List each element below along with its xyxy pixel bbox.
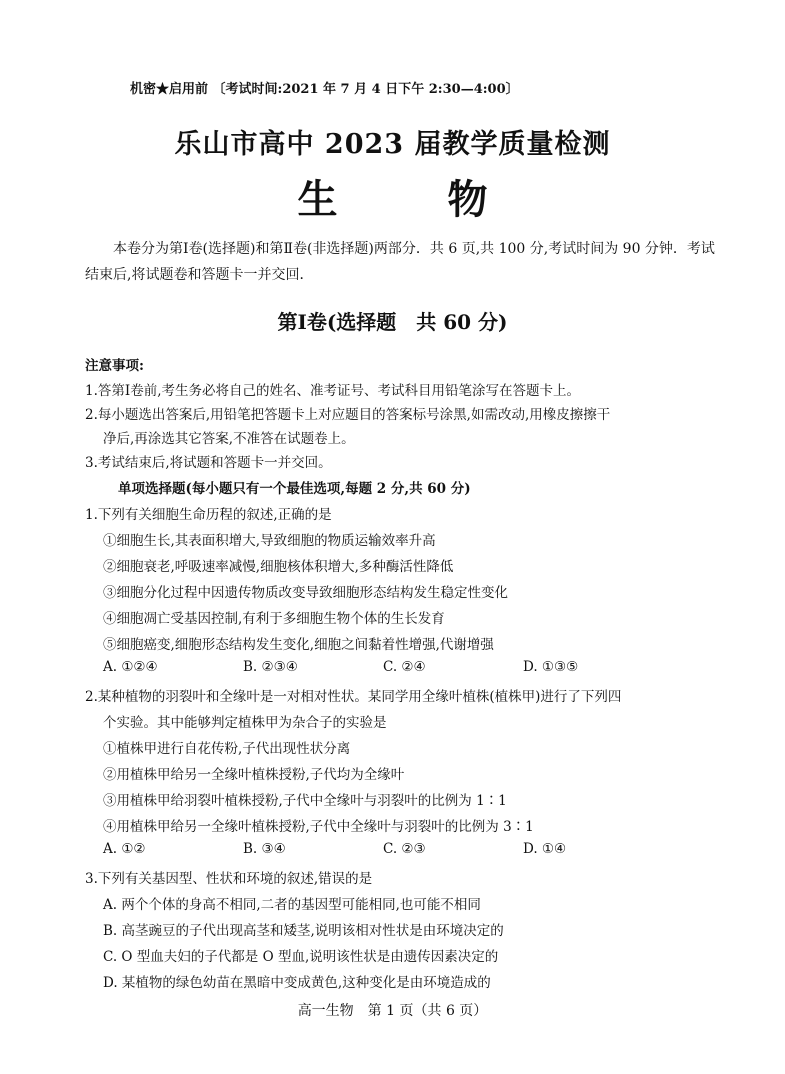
choice-section-heading: 单项选择题(每小题只有一个最佳选项,每题 2 分,共 60 分) [118,481,471,497]
exam-intro: 本卷分为第Ⅰ卷(选择题)和第Ⅱ卷(非选择题)两部分．共 6 页,共 100 分,考试时间为 90 分钟．考试结束后,将试题卷和答题卡一并交回． [85,241,715,283]
question-1-statement: ③细胞分化过程中因遗传物质改变导致细胞形态结构发生稳定性变化 [103,585,508,601]
notice-item: 2.每小题选出答案后,用铅笔把答题卡上对应题目的答案标号涂黑,如需改动,用橡皮擦擦干 [85,407,611,423]
question-2-option-b: B. ③④ [243,841,286,857]
question-1-stem: 1.下列有关细胞生命历程的叙述,正确的是 [85,507,332,523]
question-1-option-c: C. ②④ [383,659,426,675]
question-1-option-a: A. ①②④ [103,659,158,675]
question-2-stem-continued: 个实验。其中能够判定植株甲为杂合子的实验是 [103,715,387,731]
question-3-option-a: A. 两个个体的身高不相同,二者的基因型可能相同,也可能不相同 [103,897,481,913]
section-title: 第Ⅰ卷(选择题 共 60 分) [277,310,508,334]
question-2-statement: ④用植株甲给另一全缘叶植株授粉,子代中全缘叶与羽裂叶的比例为 3∶1 [103,819,534,835]
question-1-statement: ④细胞凋亡受基因控制,有利于多细胞生物个体的生长发育 [103,611,445,627]
question-1-option-d: D. ①③⑤ [523,659,579,675]
notice-item: 1.答第Ⅰ卷前,考生务必将自己的姓名、准考证号、考试科目用铅笔涂写在答题卡上。 [85,383,581,399]
question-3-option-c: C. O 型血夫妇的子代都是 O 型血,说明该性状是由遗传因素决定的 [103,949,499,965]
subject-char-1: 生 [297,176,338,223]
question-1-statement: ⑤细胞癌变,细胞形态结构发生变化,细胞之间黏着性增强,代谢增强 [103,637,494,653]
exam-title: 乐山市高中 2023 届教学质量检测 [174,129,611,160]
question-2-option-c: C. ②③ [383,841,426,857]
question-1-options [103,659,663,675]
question-2-statement: ②用植株甲给另一全缘叶植株授粉,子代均为全缘叶 [103,767,405,783]
question-1-option-b: B. ②③④ [243,659,298,675]
question-3-option-d: D. 某植物的绿色幼苗在黑暗中变成黄色,这种变化是由环境造成的 [103,975,491,991]
subject-char-2: 物 [447,176,488,223]
page-footer: 高一生物 第 1 页（共 6 页） [297,1003,488,1019]
notice-item: 净后,再涂选其它答案,不准答在试题卷上。 [103,431,355,447]
question-1-statement: ①细胞生长,其表面积增大,导致细胞的物质运输效率升高 [103,533,436,549]
question-2-options [103,841,663,857]
question-1-statement: ②细胞衰老,呼吸速率减慢,细胞核体积增大,多种酶活性降低 [103,559,454,575]
notice-item: 3.考试结束后,将试题和答题卡一并交回。 [85,455,332,471]
question-2-option-a: A. ①② [103,841,146,857]
question-3-stem: 3.下列有关基因型、性状和环境的叙述,错误的是 [85,871,373,887]
question-3-option-b: B. 高茎豌豆的子代出现高茎和矮茎,说明该相对性状是由环境决定的 [103,923,504,939]
confidential-note: 机密★启用前 〔考试时间:2021 年 7 月 4 日下午 2:30—4:00〕 [130,82,519,97]
question-2-stem: 2.某种植物的羽裂叶和全缘叶是一对相对性状。某同学用全缘叶植株(植株甲)进行了下列四 [85,689,622,705]
subject-title [0,168,785,225]
question-2-statement: ①植株甲进行自花传粉,子代出现性状分离 [103,741,351,757]
notice-heading: 注意事项: [85,358,144,374]
question-2-option-d: D. ①④ [523,841,567,857]
question-2-statement: ③用植株甲给羽裂叶植株授粉,子代中全缘叶与羽裂叶的比例为 1∶1 [103,793,507,809]
